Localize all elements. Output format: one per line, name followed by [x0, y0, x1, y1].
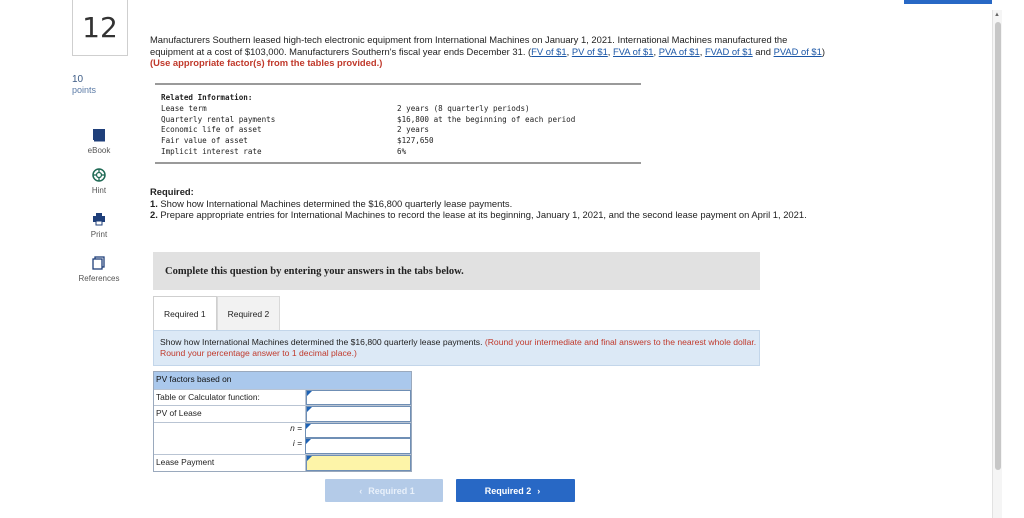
link-fva-of-1[interactable]: FVA of $1	[613, 45, 654, 57]
pv-of-lease-input[interactable]	[306, 406, 411, 422]
pv-worksheet	[153, 371, 412, 472]
vertical-scrollbar[interactable]	[992, 10, 1002, 518]
scrollbar-thumb[interactable]	[995, 22, 1001, 470]
points-label: points	[72, 85, 97, 95]
instruction-text: Show how International Machines determined the $16,800 quarterly lease payments.	[160, 337, 485, 347]
ebook-label: eBook	[87, 146, 111, 155]
problem-statement: Manufacturers Southern leased high-tech electronic equipment from International Machines on January 1, 2021. International Machines manufactured the equipment at a cost of $103,000. Manufacturers Southern's fiscal year ends December 31. (FV of $1, PV of $1, FVA of $1, PVA of $1, FVAD of $1 and PVAD of $1) (Use appropriate factor(s) from the tables provided.)	[150, 34, 825, 68]
n-label: n =	[290, 423, 302, 433]
print-label: Print	[90, 230, 108, 239]
required-section	[150, 186, 810, 221]
related-information-header: Related Information:	[161, 93, 253, 102]
factor-instruction: (Use appropriate factor(s) from the tables provided.)	[150, 57, 383, 68]
question-number: 12	[82, 11, 118, 44]
print-icon	[92, 212, 106, 226]
tab-required-1[interactable]: Required 1	[153, 296, 217, 330]
next-required-2-button[interactable]: Required 2 ›	[456, 479, 575, 502]
function-input[interactable]	[306, 390, 411, 405]
link-pvad-of-1[interactable]: PVAD of $1	[773, 45, 822, 57]
info-row: Implicit interest rate 6%	[161, 146, 407, 156]
print-button[interactable]	[70, 212, 128, 239]
worksheet-row-function: Table or Calculator function:	[154, 389, 411, 405]
tab-bar	[153, 296, 280, 330]
required-item-2: 2. Prepare appropriate entries for International Machines to record the lease at its beginning, January 1, 2021, and the second lease payment on April 1, 2021.	[150, 209, 807, 220]
n-input[interactable]	[305, 423, 411, 438]
chevron-left-icon: ‹	[359, 485, 363, 496]
info-row: Fair value of asset $127,650	[161, 136, 434, 146]
required-item-1: 1. Show how International Machines determined the $16,800 quarterly lease payments.	[150, 197, 513, 209]
link-fvad-of-1[interactable]: FVAD of $1	[704, 45, 753, 57]
link-pv-of-1[interactable]: PV of $1	[571, 45, 608, 57]
worksheet-row-n	[154, 422, 411, 438]
i-input[interactable]	[305, 438, 411, 454]
references-icon	[92, 256, 106, 270]
lease-payment-input[interactable]	[306, 455, 411, 471]
hint-label: Hint	[91, 186, 107, 195]
related-information-table	[155, 83, 641, 164]
worksheet-row-i	[154, 438, 411, 454]
points-indicator	[72, 74, 96, 96]
references-button[interactable]	[70, 256, 128, 283]
tabs-banner: Complete this question by entering your answers in the tabs below.	[153, 252, 760, 290]
prev-required-1-button[interactable]: ‹ Required 1	[325, 479, 443, 502]
rounding-note: (Round your intermediate and final answers to the nearest whole dollar. Round your percentage answer to 1 decimal place.)	[160, 337, 757, 358]
link-fv-of-1[interactable]: FV of $1	[531, 45, 567, 57]
worksheet-header-row	[154, 372, 411, 389]
ebook-icon	[92, 128, 106, 142]
references-label: References	[78, 274, 120, 283]
points-value: 10	[72, 74, 84, 85]
required-title: Required:	[150, 186, 194, 197]
question-number-box	[72, 0, 128, 56]
info-row: Economic life of asset 2 years	[161, 125, 430, 135]
ebook-button[interactable]	[70, 128, 128, 155]
top-accent-bar	[904, 0, 992, 4]
info-row: Lease term 2 years (8 quarterly periods)	[161, 103, 530, 113]
tab-instruction	[153, 330, 760, 366]
hint-button[interactable]	[70, 168, 128, 195]
problem-text: Manufacturers Southern leased high-tech electronic equipment from International Machines on January 1, 2021. International Machines manufactured the equipment at a cost of $103,000. Manufacturers Southern's fiscal year ends December 31. (	[150, 34, 788, 57]
hint-icon	[92, 168, 106, 182]
scroll-up-icon[interactable]: ▲	[994, 12, 1000, 18]
worksheet-row-pv-lease: PV of Lease	[154, 405, 411, 422]
link-pva-of-1[interactable]: PVA of $1	[658, 45, 700, 57]
chevron-right-icon: ›	[537, 485, 541, 496]
worksheet-row-lease-payment: Lease Payment	[154, 454, 411, 471]
worksheet-header: PV factors based on	[156, 374, 232, 384]
i-label: i =	[292, 438, 302, 448]
tab-required-2[interactable]: Required 2	[217, 296, 281, 330]
info-row: Quarterly rental payments $16,800 at the beginning of each period	[161, 114, 576, 124]
